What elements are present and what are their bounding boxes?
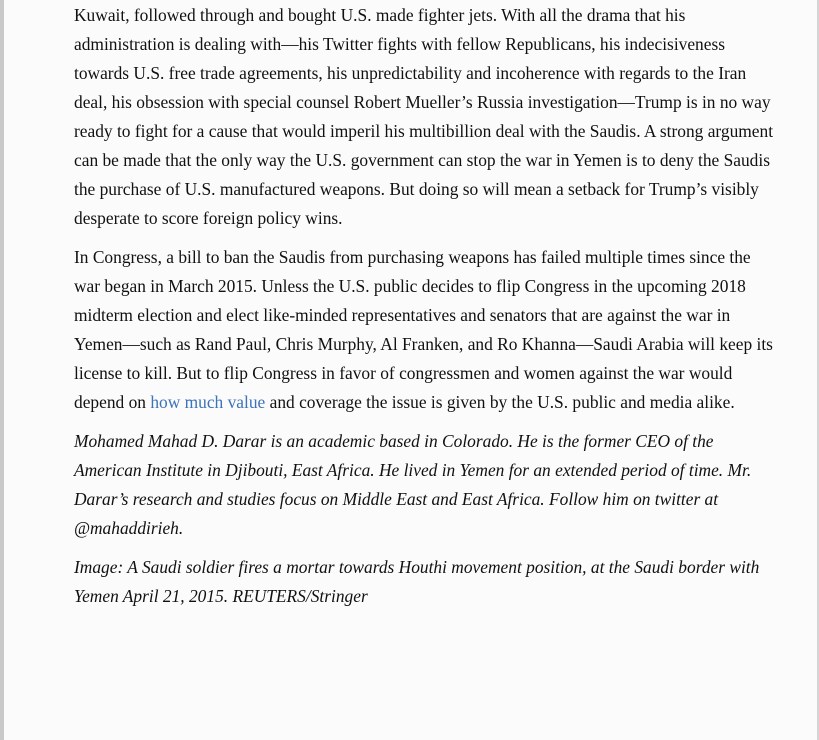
- article-paragraph: Kuwait, followed through and bought U.S. made fighter jets. With all the drama that his administration is dealing with—his Twitter fights with fellow Republicans, his indecisiveness towards U.S. free trade agreements, his unpredictability and incoherence with regards to the Iran deal, his obsession with special counsel Robert Mueller’s Russia investigation—Trump is in no way ready to fight for a cause that would imperil his multibillion deal with the Saudis. A strong argument can be made that the only way the U.S. government can stop the war in Yemen is to deny the Saudis the purchase of U.S. manufactured weapons. But doing so will mean a setback for Trump’s visibly desperate to score foreign policy wins.: [74, 5, 774, 228]
- paragraph-text: and coverage the issue is given by the U.S. public and media alike.: [265, 392, 735, 412]
- article-body: [74, 1, 774, 611]
- page-left-border: [0, 0, 4, 740]
- author-bio: Mohamed Mahad D. Darar is an academic based in Colorado. He is the former CEO of the American Institute in Djibouti, East Africa. He lived in Yemen for an extended period of time. Mr. Darar’s research and studies focus on Middle East and East Africa. Follow him on twitter at @mahaddirieh.: [74, 431, 752, 538]
- paragraph-text: In Congress, a bill to ban the Saudis from purchasing weapons has failed multiple times since the war began in March 2015. Unless the U.S. public decides to flip Congress in the upcoming 2018 midterm election and elect like-minded representatives and senators that are against the war in Yemen—such as Rand Paul, Chris Murphy, Al Franken, and Ro Khanna—Saudi Arabia will keep its license to kill. But to flip Congress in favor of congressmen and women against the war would depend on: [74, 247, 773, 412]
- image-caption: Image: A Saudi soldier fires a mortar towards Houthi movement position, at the Saudi border with Yemen April 21, 2015. REUTERS/Stringer: [74, 557, 760, 606]
- article-paragraph: [74, 243, 774, 417]
- how-much-value-link[interactable]: how much value: [150, 392, 266, 412]
